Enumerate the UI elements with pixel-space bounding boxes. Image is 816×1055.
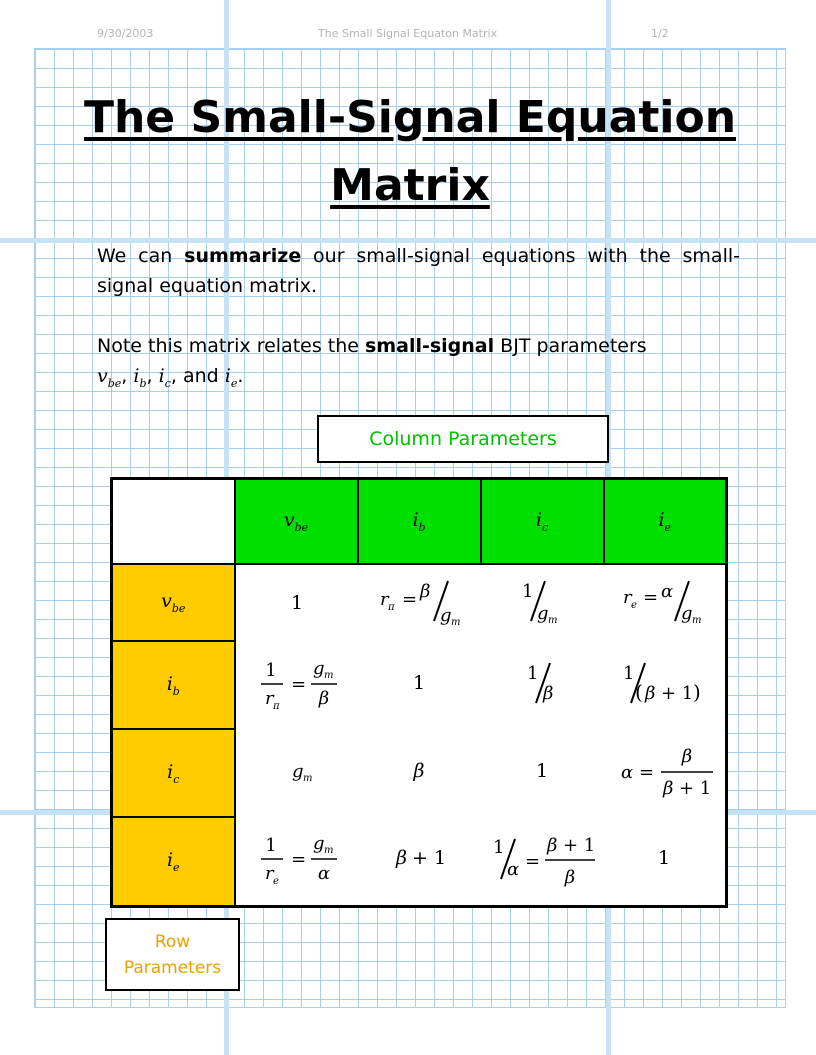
- cell-ic-ie: [604, 729, 727, 817]
- row-label-line-1: Row: [154, 931, 191, 952]
- cell-ib-ic: [481, 641, 604, 729]
- svg-text:=: =: [401, 588, 417, 610]
- cell-ic-vbe: [235, 729, 358, 817]
- small-signal-matrix: [110, 477, 728, 908]
- matrix-header-row: [112, 479, 727, 565]
- svg-text:1: 1: [622, 662, 635, 684]
- matrix-row-vbe: [112, 564, 727, 641]
- bold-text: summarize: [184, 245, 302, 267]
- svg-text:1: 1: [522, 580, 534, 602]
- column-header-ib: $i_b$: [358, 479, 481, 565]
- formula-alpha-beta-over-beta-plus-1: [607, 736, 722, 806]
- svg-text:1: 1: [265, 835, 277, 857]
- svg-text:1: 1: [535, 759, 549, 782]
- formula-1: [364, 653, 474, 713]
- svg-text:=: =: [291, 673, 307, 695]
- svg-text:g: g: [313, 833, 325, 855]
- cell-ib-ie: [604, 641, 727, 729]
- cell-ib-vbe: [235, 641, 358, 729]
- row-label-line-2: Parameters: [123, 957, 222, 978]
- svg-text:m: m: [548, 614, 558, 626]
- svg-text:α: α: [506, 859, 519, 881]
- svg-text:β: β: [681, 745, 692, 767]
- row-header-ib: $i_b$: [112, 641, 235, 729]
- formula-1-over-gm: [487, 571, 597, 631]
- svg-text:α: α: [317, 863, 331, 885]
- text: BJT parameters: [494, 335, 647, 357]
- svg-text:β: β: [419, 580, 430, 602]
- svg-text:β: β: [318, 687, 330, 709]
- svg-text:m: m: [324, 669, 334, 681]
- svg-text:1: 1: [527, 662, 539, 684]
- text: our small-signal equations with the small-signal equation matrix.: [97, 245, 740, 297]
- formula-1-over-beta: [487, 653, 597, 713]
- cell-ic-ic: [481, 729, 604, 817]
- svg-text:+ 1: + 1: [412, 847, 447, 870]
- param-ib: $i_b$: [133, 365, 147, 390]
- svg-text:1: 1: [265, 659, 277, 681]
- svg-text:α: α: [660, 580, 673, 602]
- svg-text:=: =: [291, 849, 307, 871]
- svg-text:g: g: [291, 760, 304, 782]
- cell-vbe-ie: [604, 564, 727, 641]
- cell-vbe-ic: [481, 564, 604, 641]
- formula-1: [487, 741, 597, 801]
- svg-text:m: m: [691, 614, 702, 626]
- text: Note this matrix relates the: [97, 335, 366, 357]
- header-doc-title: The Small Signal Equaton Matrix: [318, 27, 498, 40]
- svg-text:1: 1: [412, 671, 426, 694]
- svg-text:β: β: [564, 867, 575, 889]
- paragraph-note: Note this matrix relates the small-signal BJT parameters $v_{be}$, $i_b$, $i_c$, and $i_e$.: [97, 335, 647, 390]
- svg-text:1: 1: [290, 591, 303, 614]
- formula-1: [609, 828, 719, 888]
- svg-text:r: r: [379, 588, 389, 610]
- svg-text:r: r: [622, 586, 632, 608]
- cell-ib-ib: [358, 641, 481, 729]
- svg-text:β: β: [543, 682, 554, 704]
- svg-text:β: β: [396, 847, 407, 870]
- svg-text:β: β: [546, 835, 557, 857]
- formula-gm: [242, 741, 352, 801]
- cell-ic-ib: [358, 729, 481, 817]
- matrix-corner-cell: [112, 479, 235, 565]
- svg-text:g: g: [439, 604, 452, 626]
- cell-ie-ib: [358, 817, 481, 907]
- cell-ie-ie: [604, 817, 727, 907]
- svg-text:α: α: [620, 761, 633, 783]
- svg-text:=: =: [524, 851, 540, 873]
- svg-text:g: g: [537, 602, 549, 624]
- svg-text:g: g: [313, 657, 325, 679]
- title-line-2: Matrix: [330, 160, 490, 211]
- bold-text: small-signal: [365, 335, 495, 357]
- cell-vbe-vbe: [235, 564, 358, 641]
- svg-text:π: π: [273, 700, 280, 712]
- header-page-number: 1/2: [651, 27, 669, 40]
- column-header-vbe: $v_{be}$: [235, 479, 358, 565]
- paragraph-summary: [97, 241, 740, 301]
- formula-1-over-rpi-gm-over-beta: [239, 648, 354, 718]
- svg-text:m: m: [302, 772, 312, 784]
- svg-text:+ 1: + 1: [678, 777, 712, 799]
- svg-text:π: π: [387, 601, 395, 613]
- cell-vbe-ib: [358, 564, 481, 641]
- matrix-row-ib: [112, 641, 727, 729]
- row-header-vbe: $v_{be}$: [112, 564, 235, 641]
- svg-text:): ): [692, 679, 701, 704]
- svg-text:e: e: [630, 599, 637, 611]
- row-header-ic: $i_c$: [112, 729, 235, 817]
- svg-text:=: =: [638, 761, 654, 783]
- matrix-row-ic: [112, 729, 727, 817]
- row-header-ie: $i_e$: [112, 817, 235, 907]
- formula-1-over-beta-plus-1: [607, 653, 722, 713]
- title-line-1: The Small-Signal Equation: [83, 92, 737, 143]
- row-parameters-label: [105, 918, 240, 991]
- svg-text:1: 1: [492, 837, 504, 859]
- svg-text:g: g: [680, 602, 693, 624]
- param-ie: $i_e$: [224, 365, 238, 390]
- formula-1-over-re-gm-over-alpha: [239, 823, 354, 893]
- formula-rpi-beta-over-gm: [362, 571, 477, 631]
- svg-text:1: 1: [658, 847, 671, 870]
- svg-text:β: β: [413, 759, 425, 782]
- formula-1-over-alpha-beta-plus-1-over-beta: [485, 823, 600, 893]
- svg-text:r: r: [265, 863, 274, 885]
- svg-text:r: r: [265, 687, 274, 709]
- svg-text:(: (: [634, 679, 643, 704]
- cell-ie-vbe: [235, 817, 358, 907]
- formula-re-alpha-over-gm: [607, 571, 722, 631]
- svg-text:+ 1: + 1: [562, 835, 595, 857]
- cell-ie-ic: [481, 817, 604, 907]
- header-date: 9/30/2003: [97, 27, 154, 40]
- svg-text:m: m: [450, 616, 460, 628]
- svg-text:=: =: [642, 586, 658, 608]
- svg-text:m: m: [324, 845, 334, 857]
- text: We can: [97, 245, 185, 267]
- page-title: [60, 84, 760, 220]
- matrix-row-ie: [112, 817, 727, 907]
- formula-1: [242, 571, 352, 631]
- formula-beta: [364, 741, 474, 801]
- svg-text:β: β: [644, 682, 656, 704]
- svg-text:+ 1: + 1: [660, 682, 694, 704]
- svg-text:β: β: [662, 777, 674, 799]
- param-ic: $i_c$: [158, 365, 171, 390]
- column-header-ie: $i_e$: [604, 479, 727, 565]
- column-parameters-label: Column Parameters: [317, 415, 609, 463]
- svg-text:e: e: [273, 876, 279, 888]
- param-vbe: $v_{be}$: [97, 365, 122, 390]
- column-header-ic: $i_c$: [481, 479, 604, 565]
- formula-beta-plus-1: [364, 828, 474, 888]
